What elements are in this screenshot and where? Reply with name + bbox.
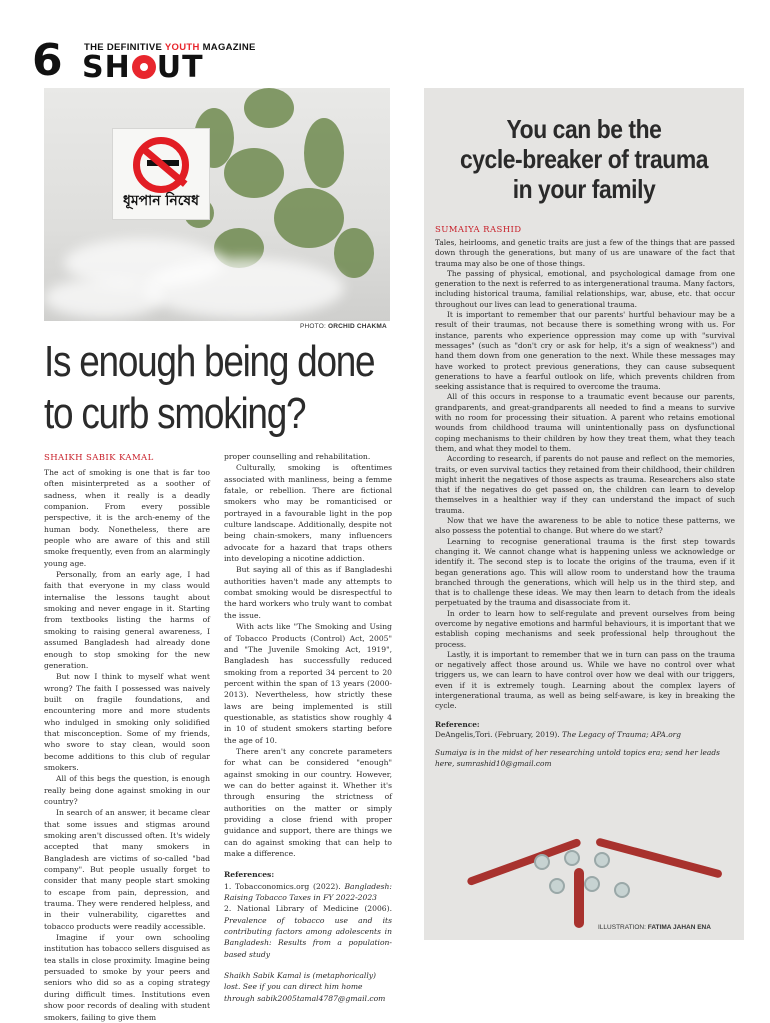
right-article-body: Tales, heirlooms, and genetic traits are just a few of the things that are passed down through the generations, but many of us are unaware of the fact that trauma may also be one of those things. The passing of physical, emotional, and psychological damage from one generation to the next is referred to as intergenerational trauma. Many factors, including historical trauma, familial relationships, war, abuse, etc. that occur throughout our lives can lead to generational trauma. It is important to remember that our parents' hurtful behaviour may be a result of their traumas, not because there is something wrong with us. For instance, parents who experience oppression may come up with "survival messages" (such as "don't cry or ask for help, it's a sign of weakness") and hand them down from one generation to the next. While these messages may have worked to protect previous generations, they can cause subsequent generations to have a fearful outlook on life, which prevents children from seeking assistance that is required to overcome the trauma. All of this occurs in response to a traumatic event because our parents, grandparents, and great-grandparents all needed to find a means to survive with no room for processing their situation. A parent who retains emotional wounds from childhood trauma will unintentionally pass on dysfunctional coping mechanisms to their children by how they treat them, what they teach them, and what they model to them. According to research, if parents do not pause and reflect on the memories, traits, or even survival tactics they retained from their childhood, their children might inherit the negatives of those aspects as trauma. Researchers also state that if the negatives do get passed on, the children can learn to develop themselves in a healthier way if they can understand the impact of such trauma. Now that we have the awareness to be able to notice these patterns, we also possess the potential to change. But where do we start? Learning to recognise generational trauma is the first step towards changing it. We cannot change what is happening unless we acknowledge or identify it. The second step is to locate the origins of the trauma, even if it began generations ago. This will allow room to understand how the trauma branched through the generations, which will help us in the third step, and that is to challenge these ideas. We may then learn to detach from the ideals perpetuated by the trauma and disassociate from it. In order to learn how to self-regulate and prevent ourselves from being overcome by negative emotions and harmful behaviours, it is important that we establish coping mechanisms and seek professional help throughout the process. Lastly, it is important to remember that we in turn can pass on the trauma or negatively affect those around us. While we have no control over what triggers us, we can learn to have control over how we deal with our triggers, even if it is extremely tough. Learning about the complex layers of intergenerational trauma, as well as being self-aware, is key in breaking the cycle. Reference: DeAngelis,Tori. (February, 2019). The Legacy of Trauma; APA.org Sumaiya is in the midst of her researching untold topics era; send her leads here, sumrashid10@gmail.com [435,238,735,768]
left-article-byline: SHAIKH SABIK KAMAL [44,453,154,463]
right-reference: DeAngelis,Tori. (February, 2019). The Legacy of Trauma; APA.org [435,729,681,739]
left-article-column-1: The act of smoking is one that is far too often misinterpreted as a soother of sadness, when it really is a deadly companion. From every possible perspective, it is the arch-enemy of the human body. Nonetheless, there are people who are aware of this and still smoke frequently, even from an alarmingly young age. Personally, from an early age, I had faith that everyone in my class would internalise the lessons taught about smoking and never engage in it. Starting from textbooks listing the harms of smoking to raising general awareness, I assumed Bangladesh had already done enough to stop smoking for the new generation. But now I think to myself what went wrong? The faith I possessed was naively built on fragile foundations, and encountering more and more students who indulged in smoking only solidified that misconception. Some of my friends, who swore to stay clean, would soon become additions to this club of regular smokers. All of this begs the question, is enough really being done against smoking in our country? In search of an answer, it became clear that some issues and stigmas around smoking aren't discussed often. It's widely accepted that many smokers in Bangladesh are victims of so-called "bad company". But people usually forget to consider that many people start smoking to escape from pain, depression, and trauma. They were rendered helpless, and in their vulnerability, cigarettes and tobacco products were readily accessible. Imagine if your own schooling institution has tobacco sellers disguised as tea stalls in close proximity. Imagine being persuaded to smoke by your peers and seniors who did so as a coping strategy during difficult times. Institutions even show poor records of dealing with student smokers, failing to give them [44,468,210,1022]
masthead-tagline: THE DEFINITIVE YOUTH MAGAZINE [84,42,256,53]
right-article-byline: SUMAIYA RASHID [435,225,522,235]
reference-1: 1. Tobacconomics.org (2022). Bangladesh: Raising Tobacco Taxes in FY 2022-2023 [224,881,392,903]
right-article-title: You can be the cycle-breaker of trauma in your family [459,114,709,204]
illustration-credit: ILLUSTRATION: FATIMA JAHAN ENA [598,924,711,931]
article-photo [44,88,390,321]
right-reference-heading: Reference: [435,719,480,729]
sign-text: ধূমপান নিষেধ [123,193,199,209]
brand-logo: SH UT [82,50,204,85]
no-smoking-sign [112,128,210,220]
masthead [32,35,292,86]
photo-credit: PHOTO: ORCHID CHAKMA [300,323,387,330]
references-heading: References: [224,870,275,880]
left-author-note: Shaikh Sabik Kamal is (metaphorically) lost. See if you can direct him home through sabik2005tamal4787@gmail.com [224,971,386,1003]
page-number: 6 [32,35,63,86]
left-article-column-2: proper counselling and rehabilitation. Culturally, smoking is oftentimes associated with manliness, being a femme fatale, or rebellion. There are fictional smokers who may be romanticised or portrayed in a favourable light in the pop culture landscape. Additionally, despite not being chain-smokers, many influencers advocate for a hazard that traps others into developing a nicotine addiction. But saying all of this as if Bangladeshi authorities haven't made any attempts to combat smoking would be disrespectful to the hard workers who truly want to combat the issue. With acts like "The Smoking and Using of Tobacco Products (Control) Act, 2005" and "The Juvenile Smoking Act, 1919", Bangladesh has successfully reduced smoking from a reported 34 percent to 20 percent within the span of 13 years (2000-2013). Nevertheless, how strictly these laws are being implemented is still questionable, as statistics show roughly 4 in 10 of student smokers starting before the age of 10. There aren't any concrete parameters for what can be considered "enough" against smoking in our country. However, we can do better against it. Whether it's through ensuring the strictness of authorities on the matter or simply providing a close friend with proper guidance and support, there are things we can do against smoking that can help to make a difference. References: 1. Tobacconomics.org (2022). Bangladesh: Raising Tobacco Taxes in FY 2022-2023 2. National Library of Medicine (2006). Prevalence of tobacco use and its contributing factors among adolescents in Bangladesh: Results from a population-based study Shaikh Sabik Kamal is (metaphorically) lost. See if you can direct him home through sabik2005tamal4787@gmail.com [224,452,392,1003]
left-article-title: Is enough being done to curb smoking? [44,337,375,438]
right-author-note: Sumaiya is in the midst of her researching untold topics era; send her leads here, sumrashid10@gmail.com [435,748,720,768]
portrait-frame [534,854,550,870]
right-article-panel [424,88,744,940]
no-smoking-icon [133,137,189,193]
brand-logo-o-icon [132,55,156,79]
reference-2: 2. National Library of Medicine (2006). Prevalence of tobacco use and its contributing factors among adolescents in Bangladesh: Results from a population-based study [224,904,392,959]
